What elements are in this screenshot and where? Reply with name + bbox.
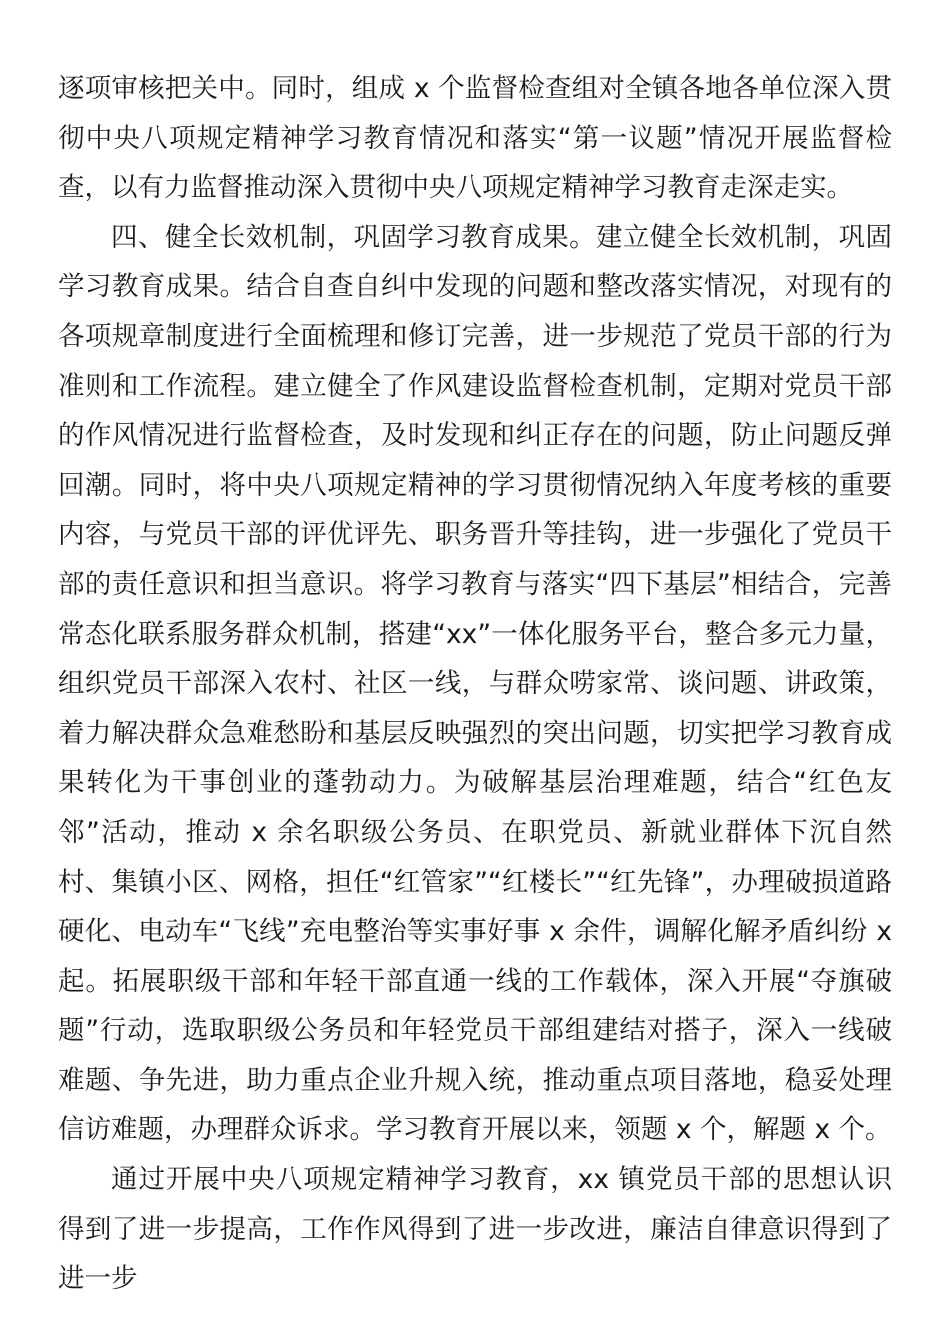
paragraph-summary: 通过开展中央八项规定精神学习教育，xx 镇党员干部的思想认识得到了进一步提高，工作作风得到了进一步改进，廉洁自律意识得到了进一步 xyxy=(58,1164,892,1295)
document-body xyxy=(58,64,892,1304)
paragraph-section-four: 四、健全长效机制，巩固学习教育成果。建立健全长效机制，巩固学习教育成果。结合自查自纠中发现的问题和整改落实情况，对现有的各项规章制度进行全面梳理和修订完善，进一步规范了党员干部的行为准则和工作流程。建立健全了作风建设监督检查机制，定期对党员干部的作风情况进行监督检查，及时发现和纠正存在的问题，防止问题反弹回潮。同时，将中央八项规定精神的学习贯彻情况纳入年度考核的重要内容，与党员干部的评优评先、职务晋升等挂钩，进一步强化了党员干部的责任意识和担当意识。将学习教育与落实“四下基层”相结合，完善常态化联系服务群众机制，搭建“xx”一体化服务平台，整合多元力量，组织党员干部深入农村、社区一线，与群众唠家常、谈问题、讲政策，着力解决群众急难愁盼和基层反映强烈的突出问题，切实把学习教育成果转化为干事创业的蓬勃动力。为破解基层治理难题，结合“红色友邻”活动，推动 x 余名职级公务员、在职党员、新就业群体下沉自然村、集镇小区、网格，担任“红管家”“红楼长”“红先锋”，办理破损道路硬化、电动车“飞线”充电整治等实事好事 x 余件，调解化解矛盾纠纷 x 起。拓展职级干部和年轻干部直通一线的工作载体，深入开展“夺旗破题”行动，选取职级公务员和年轻党员干部组建结对搭子，深入一线破难题、争先进，助力重点企业升规入统，推动重点项目落地，稳妥处理信访难题，办理群众诉求。学习教育开展以来，领题 x 个，解题 x 个。 xyxy=(58,221,892,1146)
paragraph-continuation: 逐项审核把关中。同时，组成 x 个监督检查组对全镇各地各单位深入贯彻中央八项规定精神学习教育情况和落实“第一议题”情况开展监督检查，以有力监督推动深入贯彻中央八项规定精神学习教育走深走实。 xyxy=(58,73,892,204)
